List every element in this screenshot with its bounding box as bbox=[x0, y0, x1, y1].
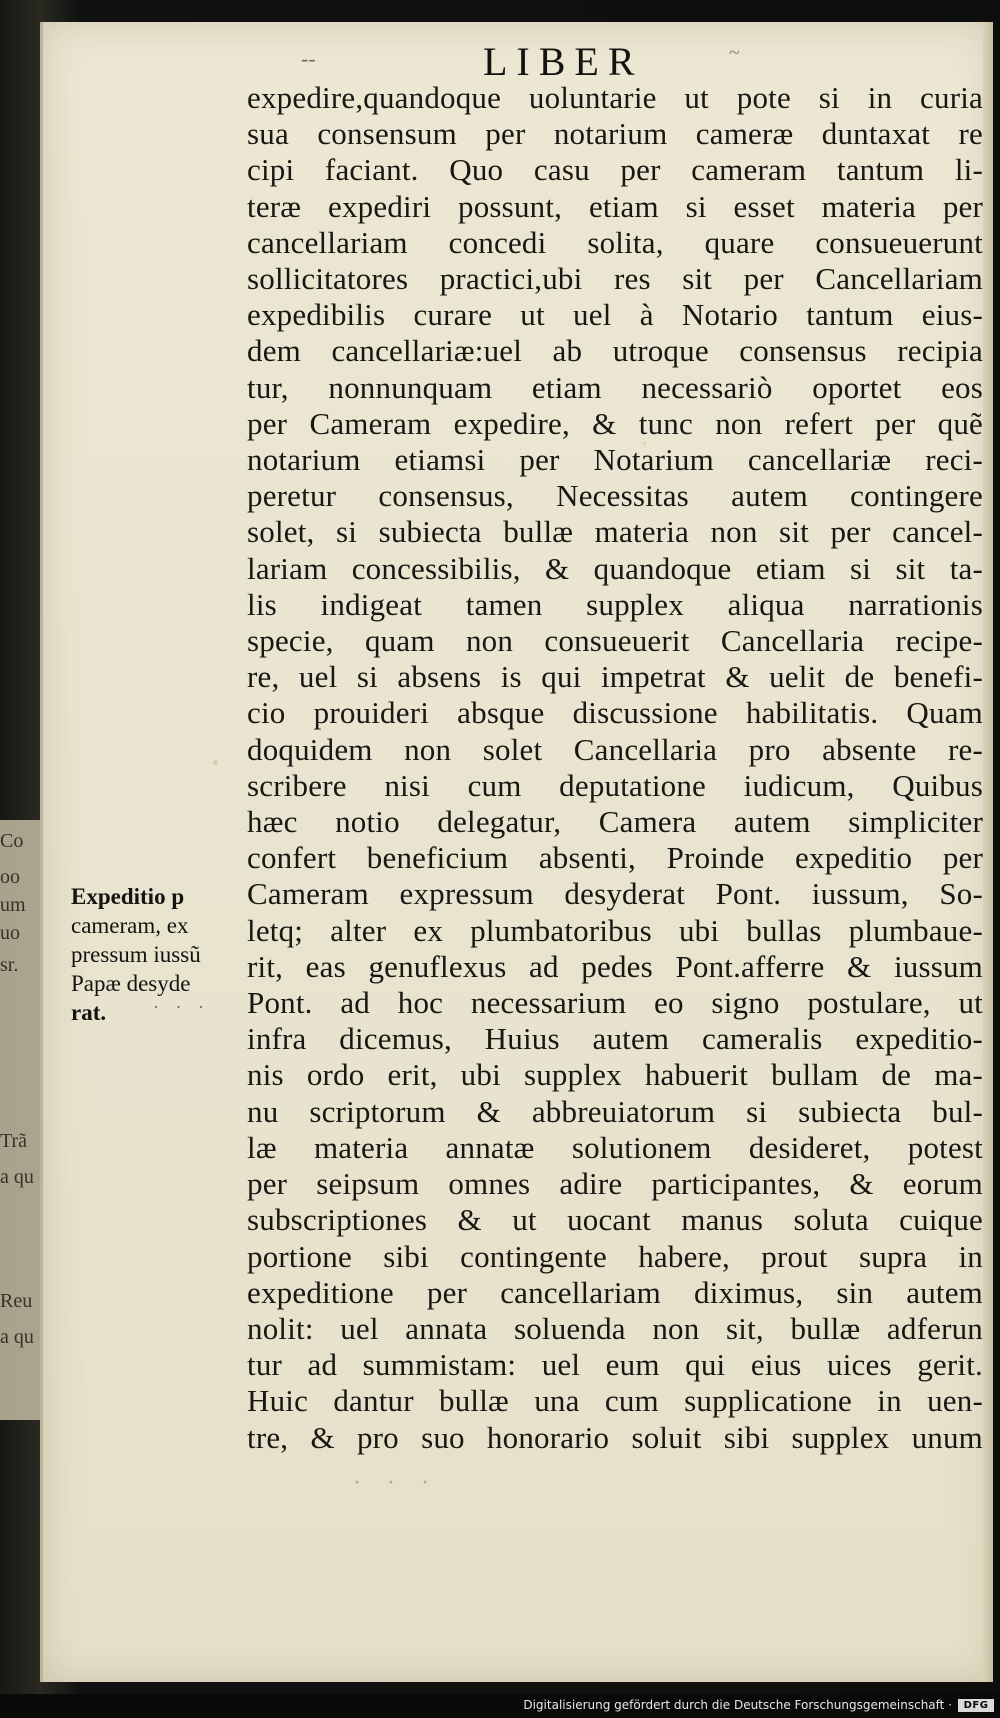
text-line: lis indigeat tamen supplex aliqua narrationis bbox=[247, 586, 983, 622]
bleed-fragment: uo bbox=[0, 922, 20, 944]
text-line: cipi faciant. Quo casu per cameram tantum li- bbox=[247, 152, 983, 188]
text-line: letq; alter ex plumbatoribus ubi bullas plumbaue- bbox=[247, 912, 983, 948]
text-line: notarium etiamsi per Notarium cancellariæ reci- bbox=[247, 442, 983, 478]
text-line: nis ordo erit, ubi supplex habuerit bullam de ma- bbox=[247, 1057, 983, 1093]
text-line: expedire,quandoque uoluntarie ut pote si in curia bbox=[247, 80, 983, 115]
text-line: teræ expediri possunt, etiam si esset materia per bbox=[247, 188, 983, 224]
bleed-fragment: Co bbox=[0, 830, 24, 852]
text-line: nu scriptorum & abbreuiatorum si subiecta bul- bbox=[247, 1093, 983, 1129]
text-line: sua consensum per notarium cameræ duntaxat re bbox=[247, 116, 983, 152]
book-page bbox=[40, 22, 993, 1682]
text-line: lariam concessibilis, & quandoque etiam si sit ta- bbox=[247, 550, 983, 586]
text-line: sollicitatores practici,ubi res sit per Cancellariam bbox=[247, 261, 983, 297]
text-line: peretur consensus, Necessitas autem contingere bbox=[247, 478, 983, 514]
text-line: Huic dantur bullæ una cum supplicatione in uen- bbox=[247, 1383, 983, 1419]
bleed-fragment: Reu bbox=[0, 1290, 33, 1312]
marginal-dots: · · · bbox=[153, 997, 210, 1017]
marginal-note-line: rat. bbox=[71, 1000, 107, 1025]
text-line: doquidem non solet Cancellaria pro absente re- bbox=[247, 731, 983, 767]
body-text bbox=[247, 80, 987, 1456]
bleed-fragment: um bbox=[0, 894, 26, 916]
header-tick: ~ bbox=[729, 42, 740, 64]
text-line: tre, & pro suo honorario soluit sibi supplex unum bbox=[247, 1419, 983, 1455]
text-line: solet, si subiecta bullæ materia non sit per cancel- bbox=[247, 514, 983, 550]
bleed-fragment: Trã bbox=[0, 1130, 28, 1152]
text-line: re, uel si absens is qui impetrat & uelit de benefi- bbox=[247, 659, 983, 695]
text-line: expeditione per cancellariam diximus, sin autem bbox=[247, 1274, 983, 1310]
text-line: infra dicemus, Huius autem cameralis expeditio- bbox=[247, 1021, 983, 1057]
text-line: Cameram expressum desyderat Pont. iussum, So- bbox=[247, 876, 983, 912]
text-line: specie, quam non consueuerit Cancellaria recipe- bbox=[247, 623, 983, 659]
marginal-note-line: pressum iussũ bbox=[71, 942, 201, 967]
bleed-fragment: sr. bbox=[0, 954, 19, 976]
text-line: cio prouideri absque discussione habilitatis. Quam bbox=[247, 695, 983, 731]
text-line: dem cancellariæ:uel ab utroque consensus recipia bbox=[247, 333, 983, 369]
bleed-fragment: a qu bbox=[0, 1166, 34, 1188]
text-line: nolit: uel annata soluenda non sit, bullæ adferun bbox=[247, 1310, 983, 1346]
text-line: cancellariam concedi solita, quare consueuerunt bbox=[247, 224, 983, 260]
faint-ink-mark: · · · bbox=[353, 1470, 439, 1496]
text-line: confert beneficium absenti, Proinde expeditio per bbox=[247, 840, 983, 876]
text-line: hæc notio delegatur, Camera autem simpliciter bbox=[247, 804, 983, 840]
header-mark: -- bbox=[301, 46, 316, 71]
text-line: portione sibi contingente habere, prout supra in bbox=[247, 1238, 983, 1274]
text-line: rit, eas genuflexus ad pedes Pont.afferre & iussum bbox=[247, 948, 983, 984]
bleed-fragment: a qu bbox=[0, 1326, 34, 1348]
text-line: expedibilis curare ut uel à Notario tantum eius- bbox=[247, 297, 983, 333]
marginal-note-line: Expeditio p bbox=[71, 884, 185, 909]
text-line: subscriptiones & ut uocant manus soluta cuique bbox=[247, 1202, 983, 1238]
marginal-note-line: cameram, ex bbox=[71, 913, 189, 938]
text-line: tur ad summistam: uel eum qui eius uices gerit. bbox=[247, 1347, 983, 1383]
bleed-fragment: oo bbox=[0, 866, 20, 888]
text-line: per seipsum omnes adire participantes, & eorum bbox=[247, 1166, 983, 1202]
text-line: tur, nonnunquam etiam necessariò oportet eos bbox=[247, 369, 983, 405]
running-head: LIBER bbox=[483, 39, 644, 84]
text-line: læ materia annatæ solutionem desideret, potest bbox=[247, 1129, 983, 1165]
foxing-spot bbox=[213, 760, 218, 765]
marginal-note-line: Papæ desyde bbox=[71, 971, 191, 996]
text-line: per Cameram expedire, & tunc non refert per quẽ bbox=[247, 405, 983, 441]
text-line: scribere nisi cum deputatione iudicum, Quibus bbox=[247, 767, 983, 803]
text-line: Pont. ad hoc necessarium eo signo postulare, ut bbox=[247, 985, 983, 1021]
dfg-logo-icon: DFG bbox=[958, 1699, 994, 1712]
digitization-credit: Digitalisierung gefördert durch die Deutsche Forschungsgemeinschaft · bbox=[523, 1698, 952, 1712]
